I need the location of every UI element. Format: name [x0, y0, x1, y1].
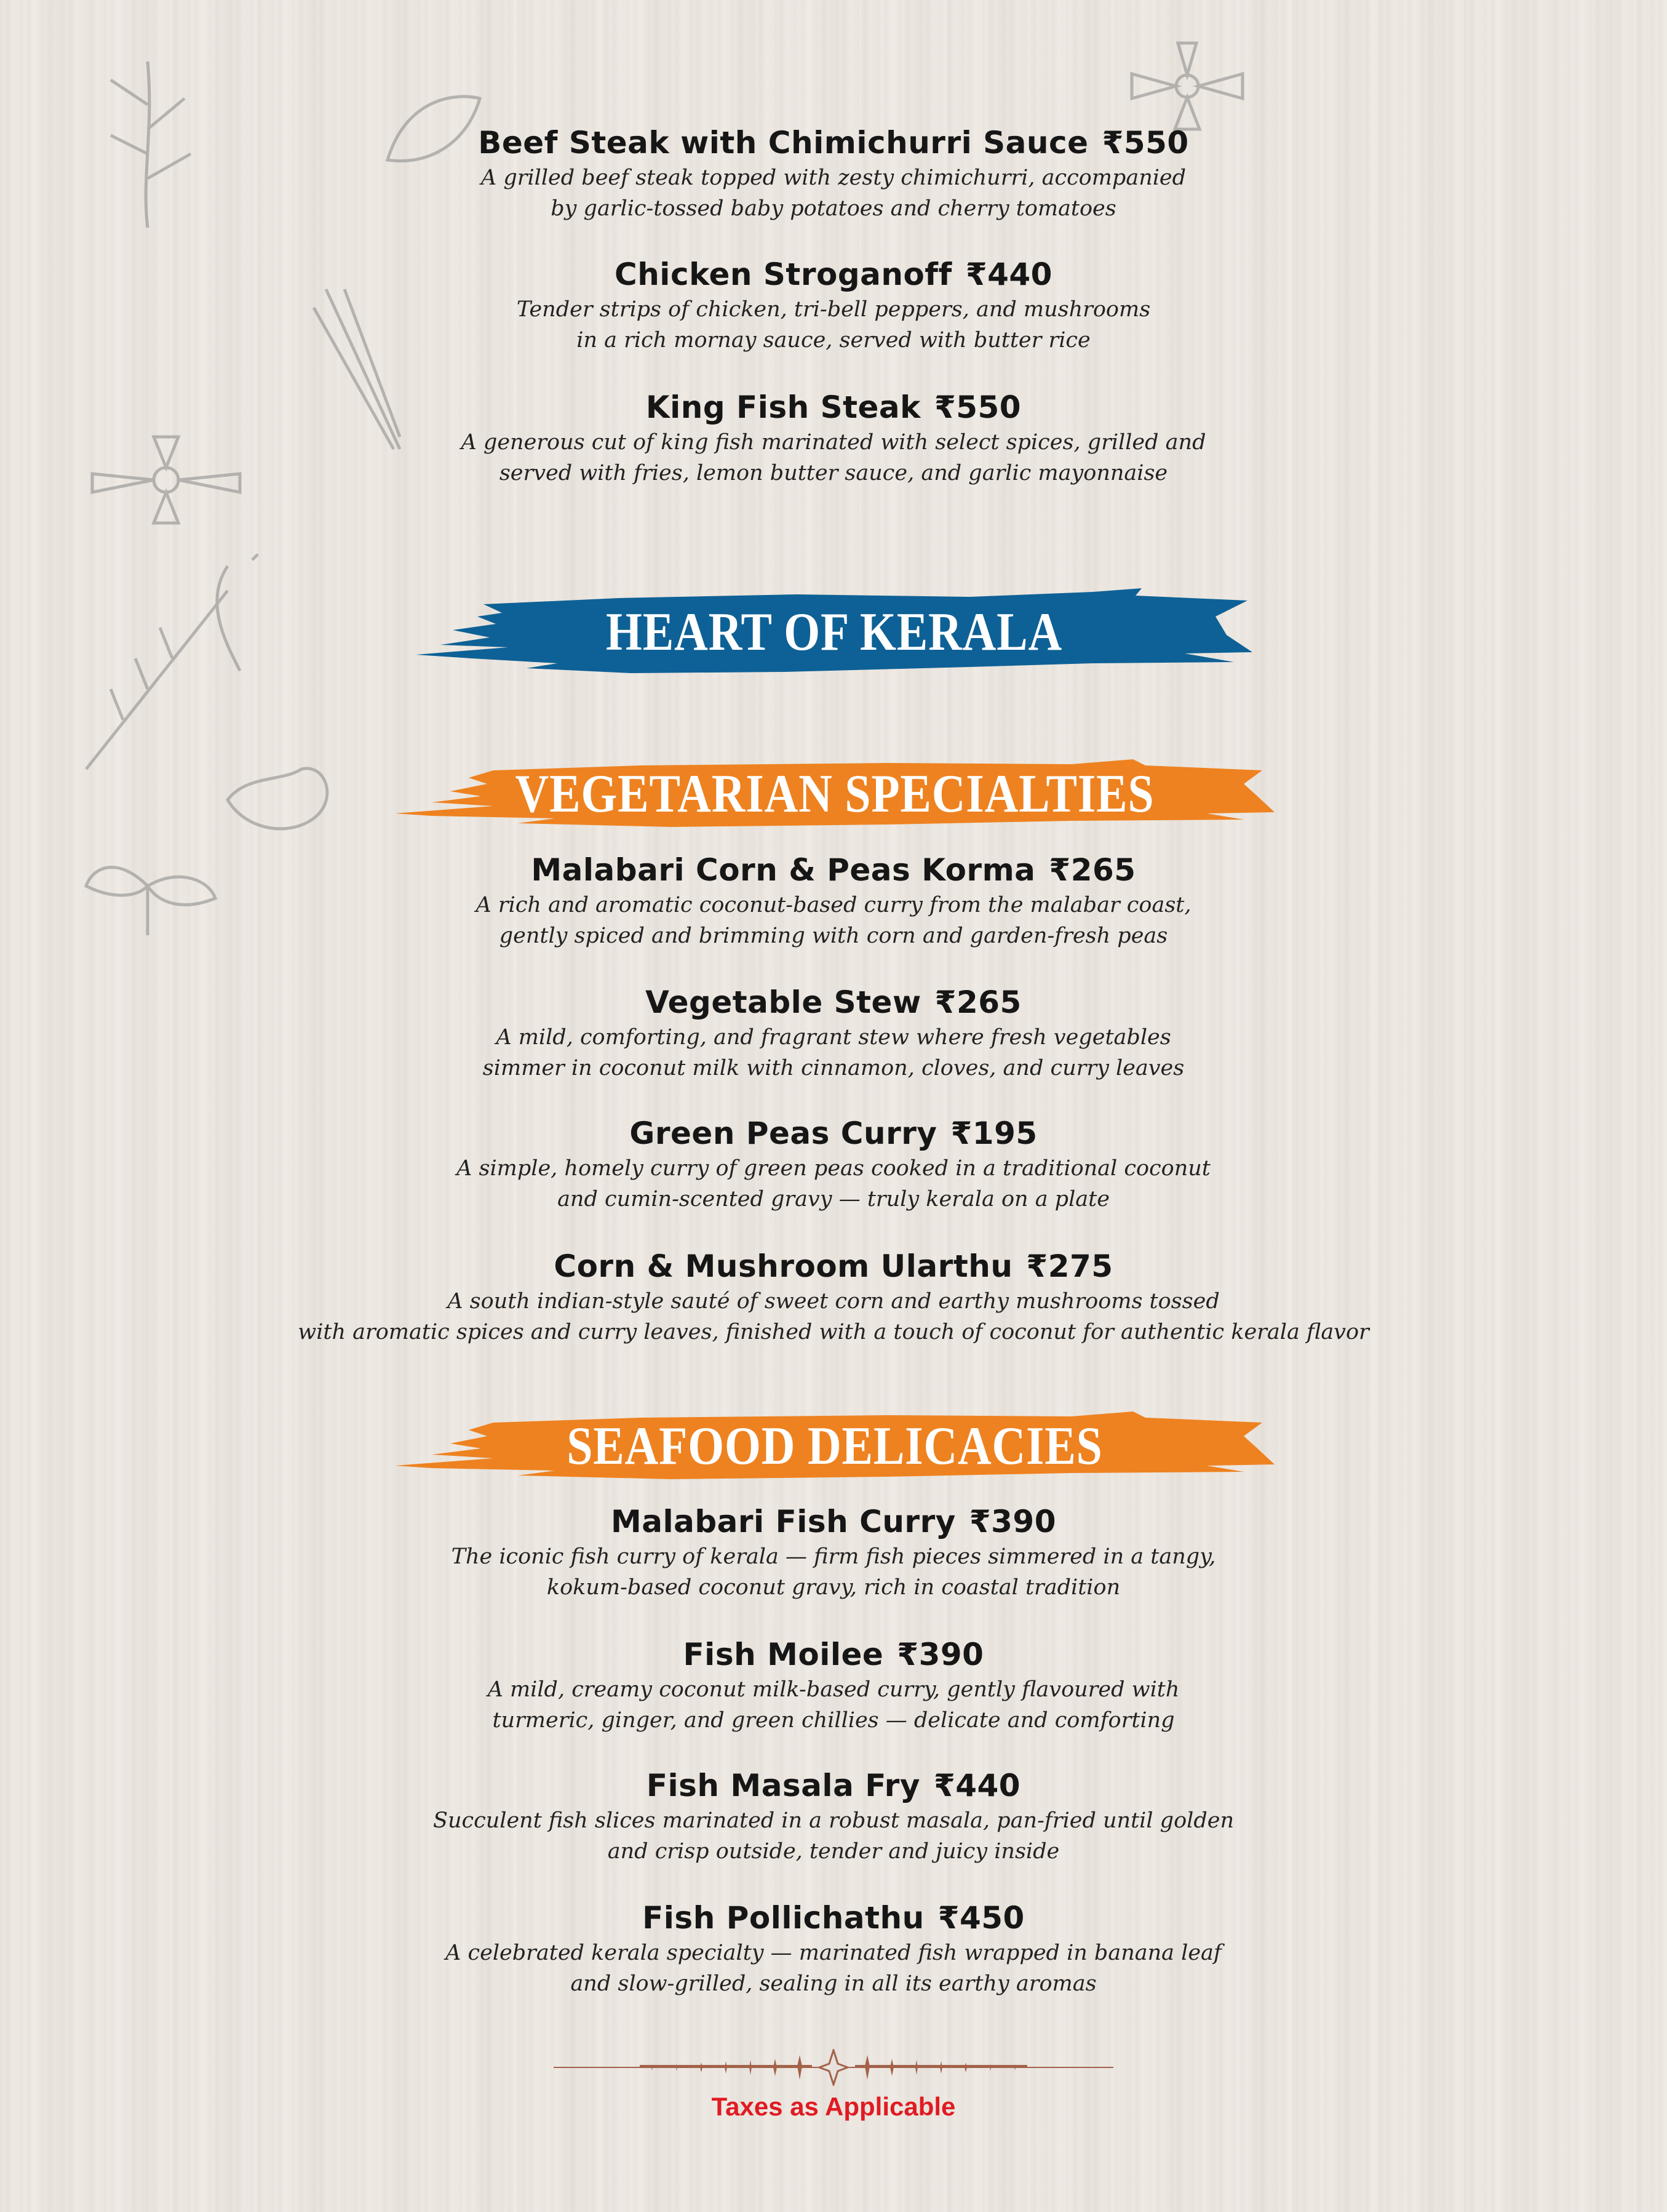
menu-item — [0, 255, 1667, 356]
item-price: ₹450 — [937, 1900, 1025, 1936]
description-line: in a rich mornay sauce, served with butter rice — [576, 328, 1091, 353]
item-name: Fish Pollichathu — [642, 1900, 925, 1936]
item-description — [0, 294, 1667, 356]
description-line: A rich and aromatic coconut-based curry from the malabar coast, — [475, 893, 1192, 917]
banner-title: HEART OF KERALA — [606, 602, 1062, 662]
item-description — [0, 162, 1667, 224]
item-title — [0, 1502, 1667, 1541]
item-description — [0, 1286, 1667, 1348]
description-line: A grilled beef steak topped with zesty chimichurri, accompanied — [480, 166, 1187, 190]
item-price: ₹440 — [933, 1768, 1021, 1803]
description-line: kokum-based coconut gravy, rich in coastal tradition — [546, 1575, 1121, 1600]
ginger-doodle-icon — [221, 763, 344, 843]
item-price: ₹550 — [1102, 125, 1189, 161]
item-name: Malabari Corn & Peas Korma — [531, 852, 1036, 888]
menu-item — [0, 1502, 1667, 1603]
item-title — [0, 255, 1667, 294]
heart-of-kerala-banner — [416, 586, 1252, 678]
item-description — [0, 1805, 1667, 1867]
item-price: ₹390 — [969, 1504, 1057, 1539]
menu-item — [0, 388, 1667, 489]
item-description — [0, 1541, 1667, 1603]
description-line: and crisp outside, tender and juicy inside — [607, 1839, 1060, 1864]
item-price: ₹265 — [1049, 852, 1136, 888]
seafood-heading-banner — [395, 1411, 1275, 1480]
item-description — [0, 1938, 1667, 1999]
item-name: Malabari Fish Curry — [610, 1504, 956, 1539]
description-line: A generous cut of king fish marinated with select spices, grilled and — [461, 430, 1206, 455]
item-description — [0, 1153, 1667, 1215]
flower-doodle-icon — [1120, 37, 1255, 135]
item-title — [0, 1114, 1667, 1153]
divider-ornament — [554, 2049, 1113, 2086]
item-description — [0, 890, 1667, 951]
item-price: ₹265 — [934, 984, 1022, 1020]
item-name: Chicken Stroganoff — [615, 257, 952, 292]
item-description — [0, 427, 1667, 489]
item-price: ₹440 — [965, 257, 1052, 292]
vegetarian-heading-banner — [395, 759, 1275, 828]
description-line: A mild, creamy coconut milk-based curry, gently flavoured with — [487, 1677, 1180, 1702]
item-name: Beef Steak with Chimichurri Sauce — [478, 125, 1089, 161]
description-line: simmer in coconut milk with cinnamon, cloves, and curry leaves — [482, 1056, 1185, 1080]
item-name: Fish Moilee — [683, 1637, 884, 1672]
item-description — [0, 1674, 1667, 1736]
item-title — [0, 1247, 1667, 1286]
section-title: SEAFOOD DELICACIES — [567, 1416, 1103, 1476]
item-title — [0, 123, 1667, 162]
menu-item — [0, 850, 1667, 951]
description-line: and slow-grilled, sealing in all its earthy aromas — [570, 1971, 1097, 1996]
item-name: Vegetable Stew — [645, 984, 921, 1020]
item-description — [0, 1022, 1667, 1084]
item-title — [0, 1898, 1667, 1938]
description-line: by garlic-tossed baby potatoes and cherry tomatoes — [551, 196, 1116, 221]
rosemary-doodle-icon — [74, 554, 258, 775]
menu-item — [0, 1114, 1667, 1215]
item-price: ₹390 — [897, 1637, 984, 1672]
item-price: ₹275 — [1026, 1248, 1113, 1284]
item-price: ₹550 — [934, 389, 1022, 425]
item-title — [0, 388, 1667, 427]
menu-item — [0, 123, 1667, 224]
description-line: A south indian-style sauté of sweet corn and earthy mushrooms tossed — [447, 1289, 1220, 1314]
item-title — [0, 983, 1667, 1022]
description-line: gently spiced and brimming with corn and garden-fresh peas — [499, 924, 1168, 948]
menu-item — [0, 1247, 1667, 1348]
item-price: ₹195 — [950, 1116, 1038, 1151]
description-line: A celebrated kerala specialty — marinated fish wrapped in banana leaf — [445, 1941, 1222, 1965]
description-line: Succulent fish slices marinated in a robust masala, pan-fried until golden — [432, 1808, 1235, 1833]
description-line: served with fries, lemon butter sauce, and garlic mayonnaise — [499, 461, 1168, 485]
item-title — [0, 850, 1667, 890]
menu-item — [0, 983, 1667, 1084]
menu-item — [0, 1766, 1667, 1867]
description-line: A simple, homely curry of green peas cooked in a traditional coconut — [456, 1156, 1211, 1181]
description-line: The iconic fish curry of kerala — firm fish pieces simmered in a tangy, — [451, 1544, 1216, 1569]
menu-item — [0, 1635, 1667, 1736]
item-name: Green Peas Curry — [629, 1116, 937, 1151]
taxes-note: Taxes as Applicable — [711, 2092, 956, 2121]
section-title: VEGETARIAN SPECIALTIES — [515, 764, 1155, 824]
description-line: with aromatic spices and curry leaves, finished with a touch of coconut for authentic kerala flavor — [298, 1320, 1369, 1344]
item-title — [0, 1635, 1667, 1674]
item-name: King Fish Steak — [645, 389, 921, 425]
description-line: Tender strips of chicken, tri-bell peppers, and mushrooms — [516, 297, 1151, 322]
item-title — [0, 1766, 1667, 1805]
item-name: Corn & Mushroom Ularthu — [554, 1248, 1013, 1284]
description-line: A mild, comforting, and fragrant stew where fresh vegetables — [496, 1025, 1171, 1050]
menu-item — [0, 1898, 1667, 1999]
item-name: Fish Masala Fry — [646, 1768, 920, 1803]
description-line: and cumin-scented gravy — truly kerala on a plate — [557, 1187, 1110, 1212]
description-line: turmeric, ginger, and green chillies — delicate and comforting — [492, 1708, 1175, 1733]
